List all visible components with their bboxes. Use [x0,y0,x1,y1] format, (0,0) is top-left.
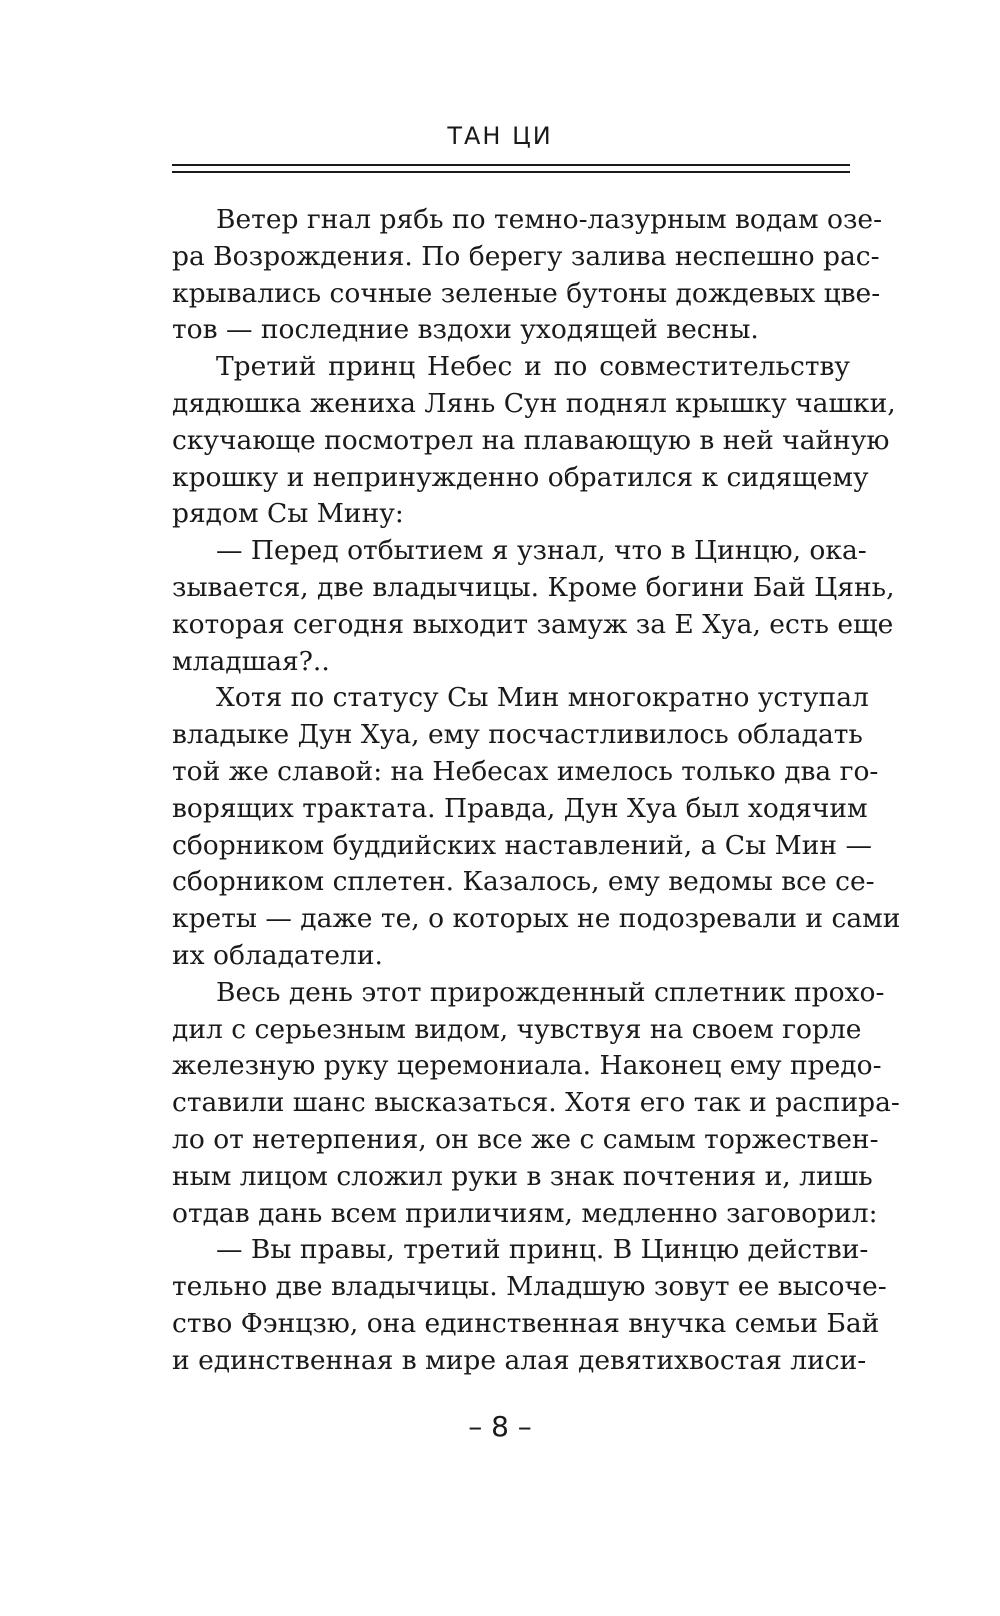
text-line: той же славой: на Небесах имелось только два го- [172,755,879,787]
text-line: крошку и непринужденно обратился к сидящему [172,461,869,493]
text-line: Хотя по статусу Сы Мин многократно уступал [216,682,869,714]
text-line: креты — даже те, о которых не подозревали и сами [172,903,901,935]
text-line: тельно две владычицы. Младшую зовут ее высоче- [172,1271,887,1303]
text-line: скучающе посмотрел на плавающую в ней чайную [172,424,890,456]
text-line: сборником буддийских наставлений, а Сы Мин — [172,829,872,861]
text-line: которая сегодня выходит замуж за Е Хуа, есть еще [172,608,894,640]
text-line: сборником сплетен. Казалось, ему ведомы все се- [172,866,875,898]
text-line: железную руку церемониала. Наконец ему предо- [172,1050,882,1082]
header-rule-bottom [172,171,850,173]
text-line: Весь день этот прирожденный сплетник прохо- [216,976,885,1008]
text-line: рядом Сы Мину: [172,498,404,530]
text-line: их обладатели. [172,939,383,971]
text-line: Ветер гнал рябь по темно-лазурным водам озе- [216,204,883,235]
text-line: тов — последние вздохи уходящей весны. [172,314,759,346]
text-line: дил с серьезным видом, чувствуя на своем горле [172,1013,862,1045]
text-line: ло от нетерпения, он все же с самым торжествен- [172,1123,879,1155]
header-rule-top [172,164,850,166]
text-line: ным лицом сложил руки в знак почтения и, лишь [172,1160,873,1192]
text-line: владыке Дун Хуа, ему посчастливилось обладать [172,719,863,751]
text-line: ставили шанс высказаться. Хотя его так и распира- [172,1087,900,1119]
text-line: дядюшка жениха Лянь Сун поднял крышку чашки, [172,387,896,419]
text-line: — Перед отбытием я узнал, что в Цинцю, ока- [216,535,867,567]
running-head-title: ТАН ЦИ [447,122,553,150]
text-line: Третий принц Небес и по совместительству [216,351,850,383]
text-line: младшая?.. [172,645,330,677]
text-line: ворящих трактата. Правда, Дун Хуа был ходячим [172,792,868,824]
text-line: ство Фэнцзю, она единственная внучка семьи Бай [172,1307,880,1339]
body-text [172,202,901,1380]
text-line: ра Возрождения. По берегу залива неспешно рас- [172,240,880,272]
text-line: отдав дань всем приличиям, медленно заговорил: [172,1197,878,1229]
text-line: и единственная в мире алая девятихвостая лиси- [172,1344,867,1376]
text-line: — Вы правы, третий принц. В Цинцю действи- [216,1234,869,1266]
text-line: зывается, две владычицы. Кроме богини Бай Цянь, [172,571,895,603]
text-line: крывались сочные зеленые бутоны дождевых цве- [172,277,881,309]
page-number: – 8 – [468,1410,532,1443]
